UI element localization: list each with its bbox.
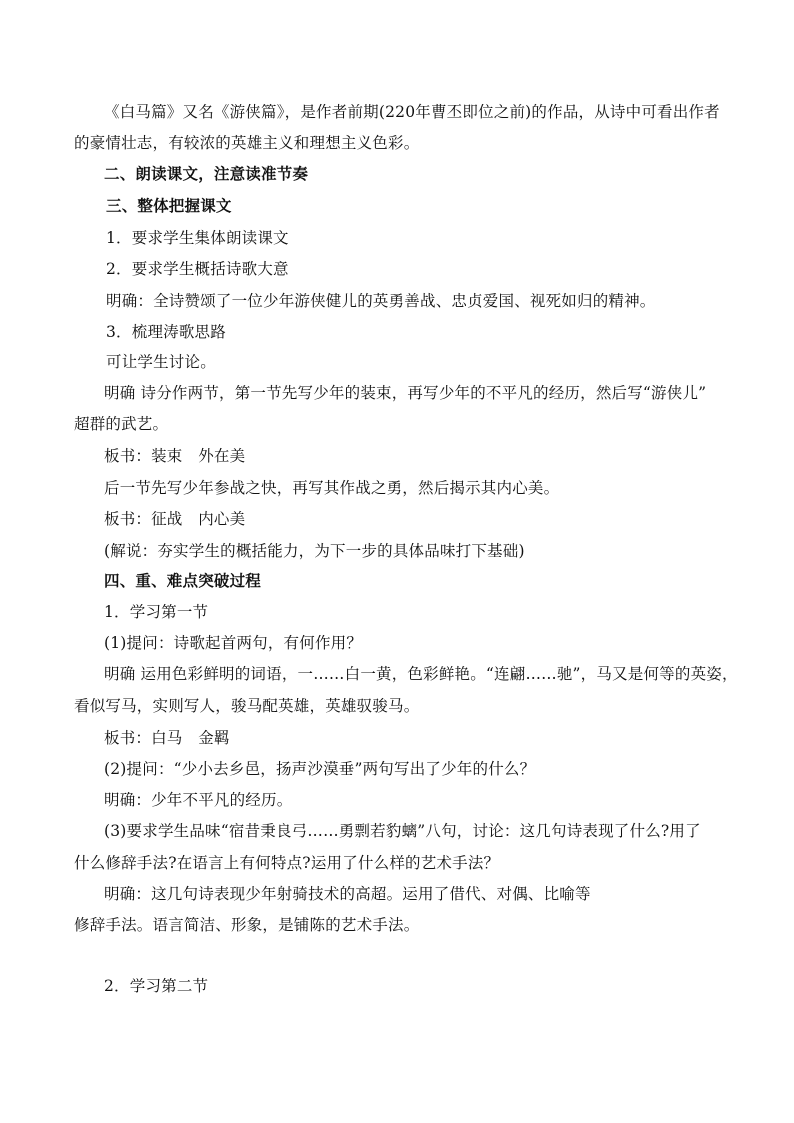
answer-1-line-2: 看似写马，实则写人，骏马配英雄，英雄驭骏马。 — [74, 697, 420, 715]
second-section-summary: 后一节先写少年参战之快，再写其作战之勇，然后揭示其内心美。 — [104, 479, 560, 497]
subsection-1: 1．学习第一节 — [104, 603, 209, 621]
subsection-2: 2．学习第二节 — [104, 977, 209, 995]
answer-structure-line-2: 超群的武艺。 — [74, 415, 169, 433]
list-item-2: 2．要求学生概括诗歌大意 — [106, 260, 289, 278]
board-note-2: 板书：征战 内心美 — [104, 510, 246, 528]
answer-structure-line-1: 明确 诗分作两节，第一节先写少年的装束，再写少年的不平凡的经历，然后写“游侠儿” — [104, 384, 707, 402]
answer-2: 明确：少年不平凡的经历。 — [104, 791, 293, 809]
answer-1-line-1: 明确 运用色彩鲜明的词语，一……白一黄，色彩鲜艳。“连翩……驰”，马又是何等的英姿， — [104, 665, 738, 683]
section-heading-4: 四、重、难点突破过程 — [104, 572, 262, 590]
question-3-line-2: 什么修辞手法?在语言上有何特点?运用了什么样的艺术手法？ — [74, 854, 500, 872]
intro-paragraph-line-1: 《白马篇》又名《游侠篇》，是作者前期(220年曹丕即位之前)的作品，从诗中可看出作者 — [104, 103, 720, 121]
answer-paragraph: 明确：全诗赞颂了一位少年游侠健儿的英勇善战、忠贞爱国、视死如归的精神。 — [106, 292, 656, 310]
intro-paragraph-line-2: 的豪情壮志，有较浓的英雄主义和理想主义色彩。 — [74, 134, 420, 152]
section-heading-3: 三、整体把握课文 — [106, 197, 232, 215]
answer-3-line-1: 明确：这几句诗表现少年射骑技术的高超。运用了借代、对偶、比喻等 — [104, 885, 591, 903]
question-1: (1)提问：诗歌起首两句，有何作用？ — [104, 634, 363, 652]
discussion-note: 可让学生讨论。 — [106, 353, 216, 371]
explanation-note: (解说：夯实学生的概括能力，为下一步的具体品味打下基础) — [104, 542, 525, 560]
section-heading-2: 二、朗读课文，注意读准节奏 — [104, 165, 309, 183]
question-3-line-1: (3)要求学生品味“宿昔秉良弓……勇剽若豹螭”八句，讨论：这几句诗表现了什么?用了 — [104, 822, 701, 840]
answer-3-line-2: 修辞手法。语言简洁、形象，是铺陈的艺术手法。 — [74, 916, 420, 934]
board-note-3: 板书：白马 金羁 — [104, 729, 230, 747]
list-item-3: 3．梳理涛歌思路 — [106, 323, 226, 341]
question-2: (2)提问：“少小去乡邑，扬声沙漠垂”两句写出了少年的什么？ — [104, 760, 536, 778]
board-note-1: 板书：装束 外在美 — [104, 447, 246, 465]
list-item-1: 1．要求学生集体朗读课文 — [106, 229, 289, 247]
